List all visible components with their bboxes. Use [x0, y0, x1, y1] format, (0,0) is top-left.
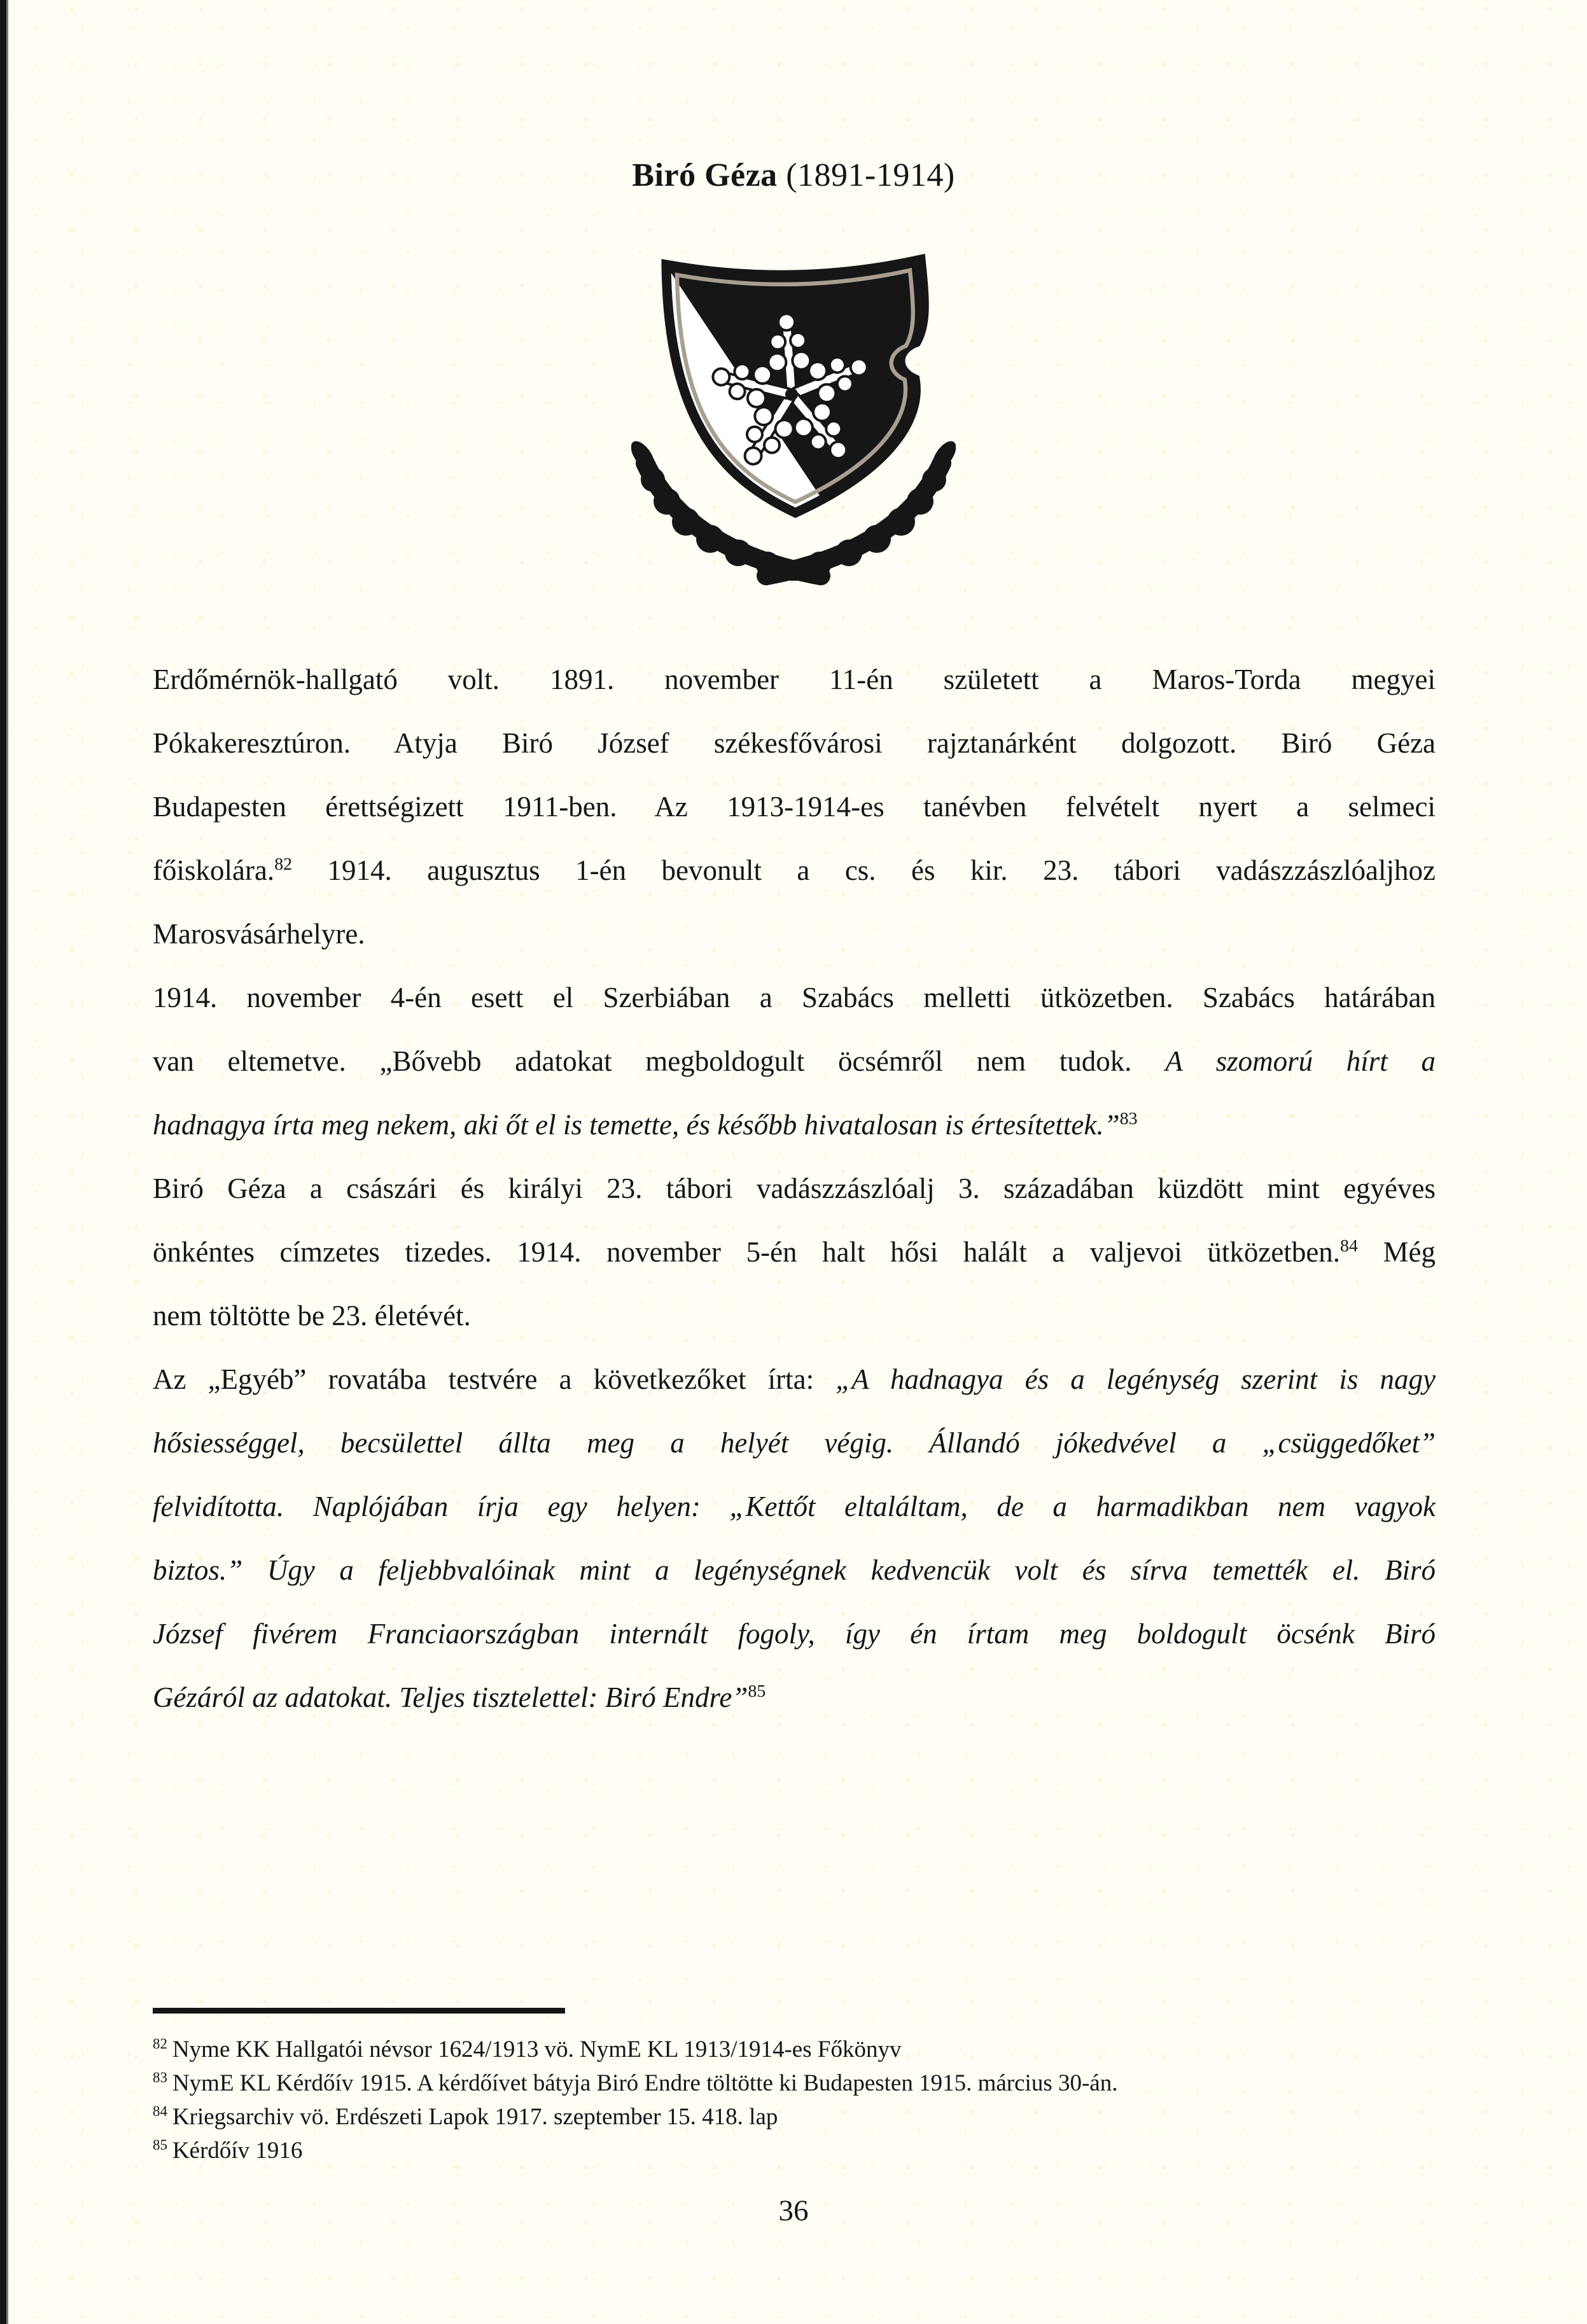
text-line [153, 966, 1436, 1029]
text-line [153, 1029, 1436, 1093]
text-segment: biztos.” Úgy a feljebbvalóinak mint a legénységnek kedvencük volt és sírva temették el. Biró [153, 1554, 1436, 1586]
text-line [153, 1538, 1436, 1602]
body-text [153, 648, 1436, 1729]
text-segment: hadnagya írta meg nekem, aki őt el is temette, és később hivatalosan is értesítettek.” [153, 1109, 1120, 1141]
text-segment: József fivérem Franciaországban internált fogoly, így én írtam meg boldogult öcsénk Biró [153, 1618, 1436, 1650]
footnote-text: Kriegsarchiv vö. Erdészeti Lapok 1917. szeptember 15. 418. lap [172, 2104, 778, 2130]
footnote [153, 2033, 1436, 2066]
text-segment: Pókakeresztúron. Atyja Biró József székesfővárosi rajztanárként dolgozott. Biró Géza [153, 727, 1436, 759]
text-line [153, 775, 1436, 838]
text-line [153, 648, 1436, 711]
text-segment: Gézáról az adatokat. Teljes tisztelettel: Biró Endre” [153, 1681, 748, 1713]
person-years: (1891-1914) [777, 157, 955, 193]
footnote [153, 2100, 1436, 2134]
text-segment: Még [1357, 1236, 1436, 1268]
text-segment: Erdőmérnök-hallgató volt. 1891. november 11-én született a Maros-Torda megyei [153, 664, 1436, 695]
text-line [153, 1475, 1436, 1538]
footnote-ref: 85 [748, 1681, 766, 1701]
text-segment: felvidította. Naplójában írja egy helyen: „Kettőt eltaláltam, de a harmadikban nem vagyok [153, 1491, 1436, 1522]
footnote [153, 2066, 1436, 2100]
footnote-number: 82 [153, 2035, 167, 2052]
footnote-number: 83 [153, 2069, 167, 2085]
scan-edge-artifact [0, 0, 10, 2324]
footnotes-section [153, 2008, 1436, 2167]
footnote-number: 84 [153, 2103, 167, 2119]
text-segment: nem töltötte be 23. életévét. [153, 1300, 471, 1332]
text-segment: 1914. augusztus 1-én bevonult a cs. és kir. 23. tábori vadászzászlóaljhoz [292, 854, 1436, 886]
text-line [153, 1157, 1436, 1220]
person-name: Biró Géza [632, 157, 778, 193]
text-segment: hősiességgel, becsülettel állta meg a helyét végig. Állandó jókedvével a „csüggedőket” [153, 1427, 1436, 1459]
text-segment: Marosvásárhelyre. [153, 918, 365, 950]
footnote-ref: 84 [1340, 1236, 1358, 1256]
text-segment: van eltemetve. „Bővebb adatokat megboldogult öcsémről nem tudok. [153, 1045, 1166, 1077]
footnote-text: Nyme KK Hallgatói névsor 1624/1913 vö. NymE KL 1913/1914-es Főkönyv [172, 2036, 902, 2063]
footnote-text: Kérdőív 1916 [172, 2138, 303, 2164]
text-segment: Budapesten érettségizett 1911-ben. Az 1913-1914-es tanévben felvételt nyert a selmeci [153, 791, 1436, 823]
footnote-ref: 83 [1119, 1109, 1138, 1129]
page-title [0, 157, 1587, 195]
text-line [153, 1220, 1436, 1284]
footnote-ref: 82 [274, 854, 293, 874]
footnote-number: 85 [153, 2136, 167, 2153]
text-line [153, 902, 1436, 966]
text-segment: 1914. november 4-én esett el Szerbiában a Szabács melletti ütközetben. Szabács határában [153, 982, 1436, 1013]
text-line [153, 1347, 1436, 1411]
text-line [153, 838, 1436, 902]
coat-of-arms-graphic [631, 246, 956, 589]
page-number: 36 [778, 2194, 809, 2227]
text-segment: főiskolára. [153, 854, 275, 886]
text-segment: Az „Egyéb” rovatába testvére a következőket írta: [153, 1363, 836, 1395]
text-line [153, 1411, 1436, 1475]
footnote [153, 2134, 1436, 2167]
text-line [153, 1666, 1436, 1729]
text-segment: önkéntes címzetes tizedes. 1914. november 5-én halt hősi halált a valjevoi ütközetben. [153, 1236, 1341, 1268]
text-line [153, 1284, 1436, 1347]
footnote-separator [153, 2008, 565, 2014]
text-segment: Biró Géza a császári és királyi 23. tábori vadászzászlóalj 3. századában küzdött mint egyéves [153, 1172, 1436, 1204]
text-segment: „A hadnagya és a legénység szerint is nagy [835, 1363, 1436, 1395]
text-line [153, 711, 1436, 775]
footnote-list [153, 2033, 1436, 2167]
text-line [153, 1602, 1436, 1666]
coat-of-arms [631, 246, 956, 589]
text-segment: A szomorú hírt a [1165, 1045, 1436, 1077]
text-line [153, 1093, 1436, 1157]
footnote-text: NymE KL Kérdőív 1915. A kérdőívet bátyja Biró Endre töltötte ki Budapesten 1915. március 30-án. [172, 2070, 1118, 2096]
